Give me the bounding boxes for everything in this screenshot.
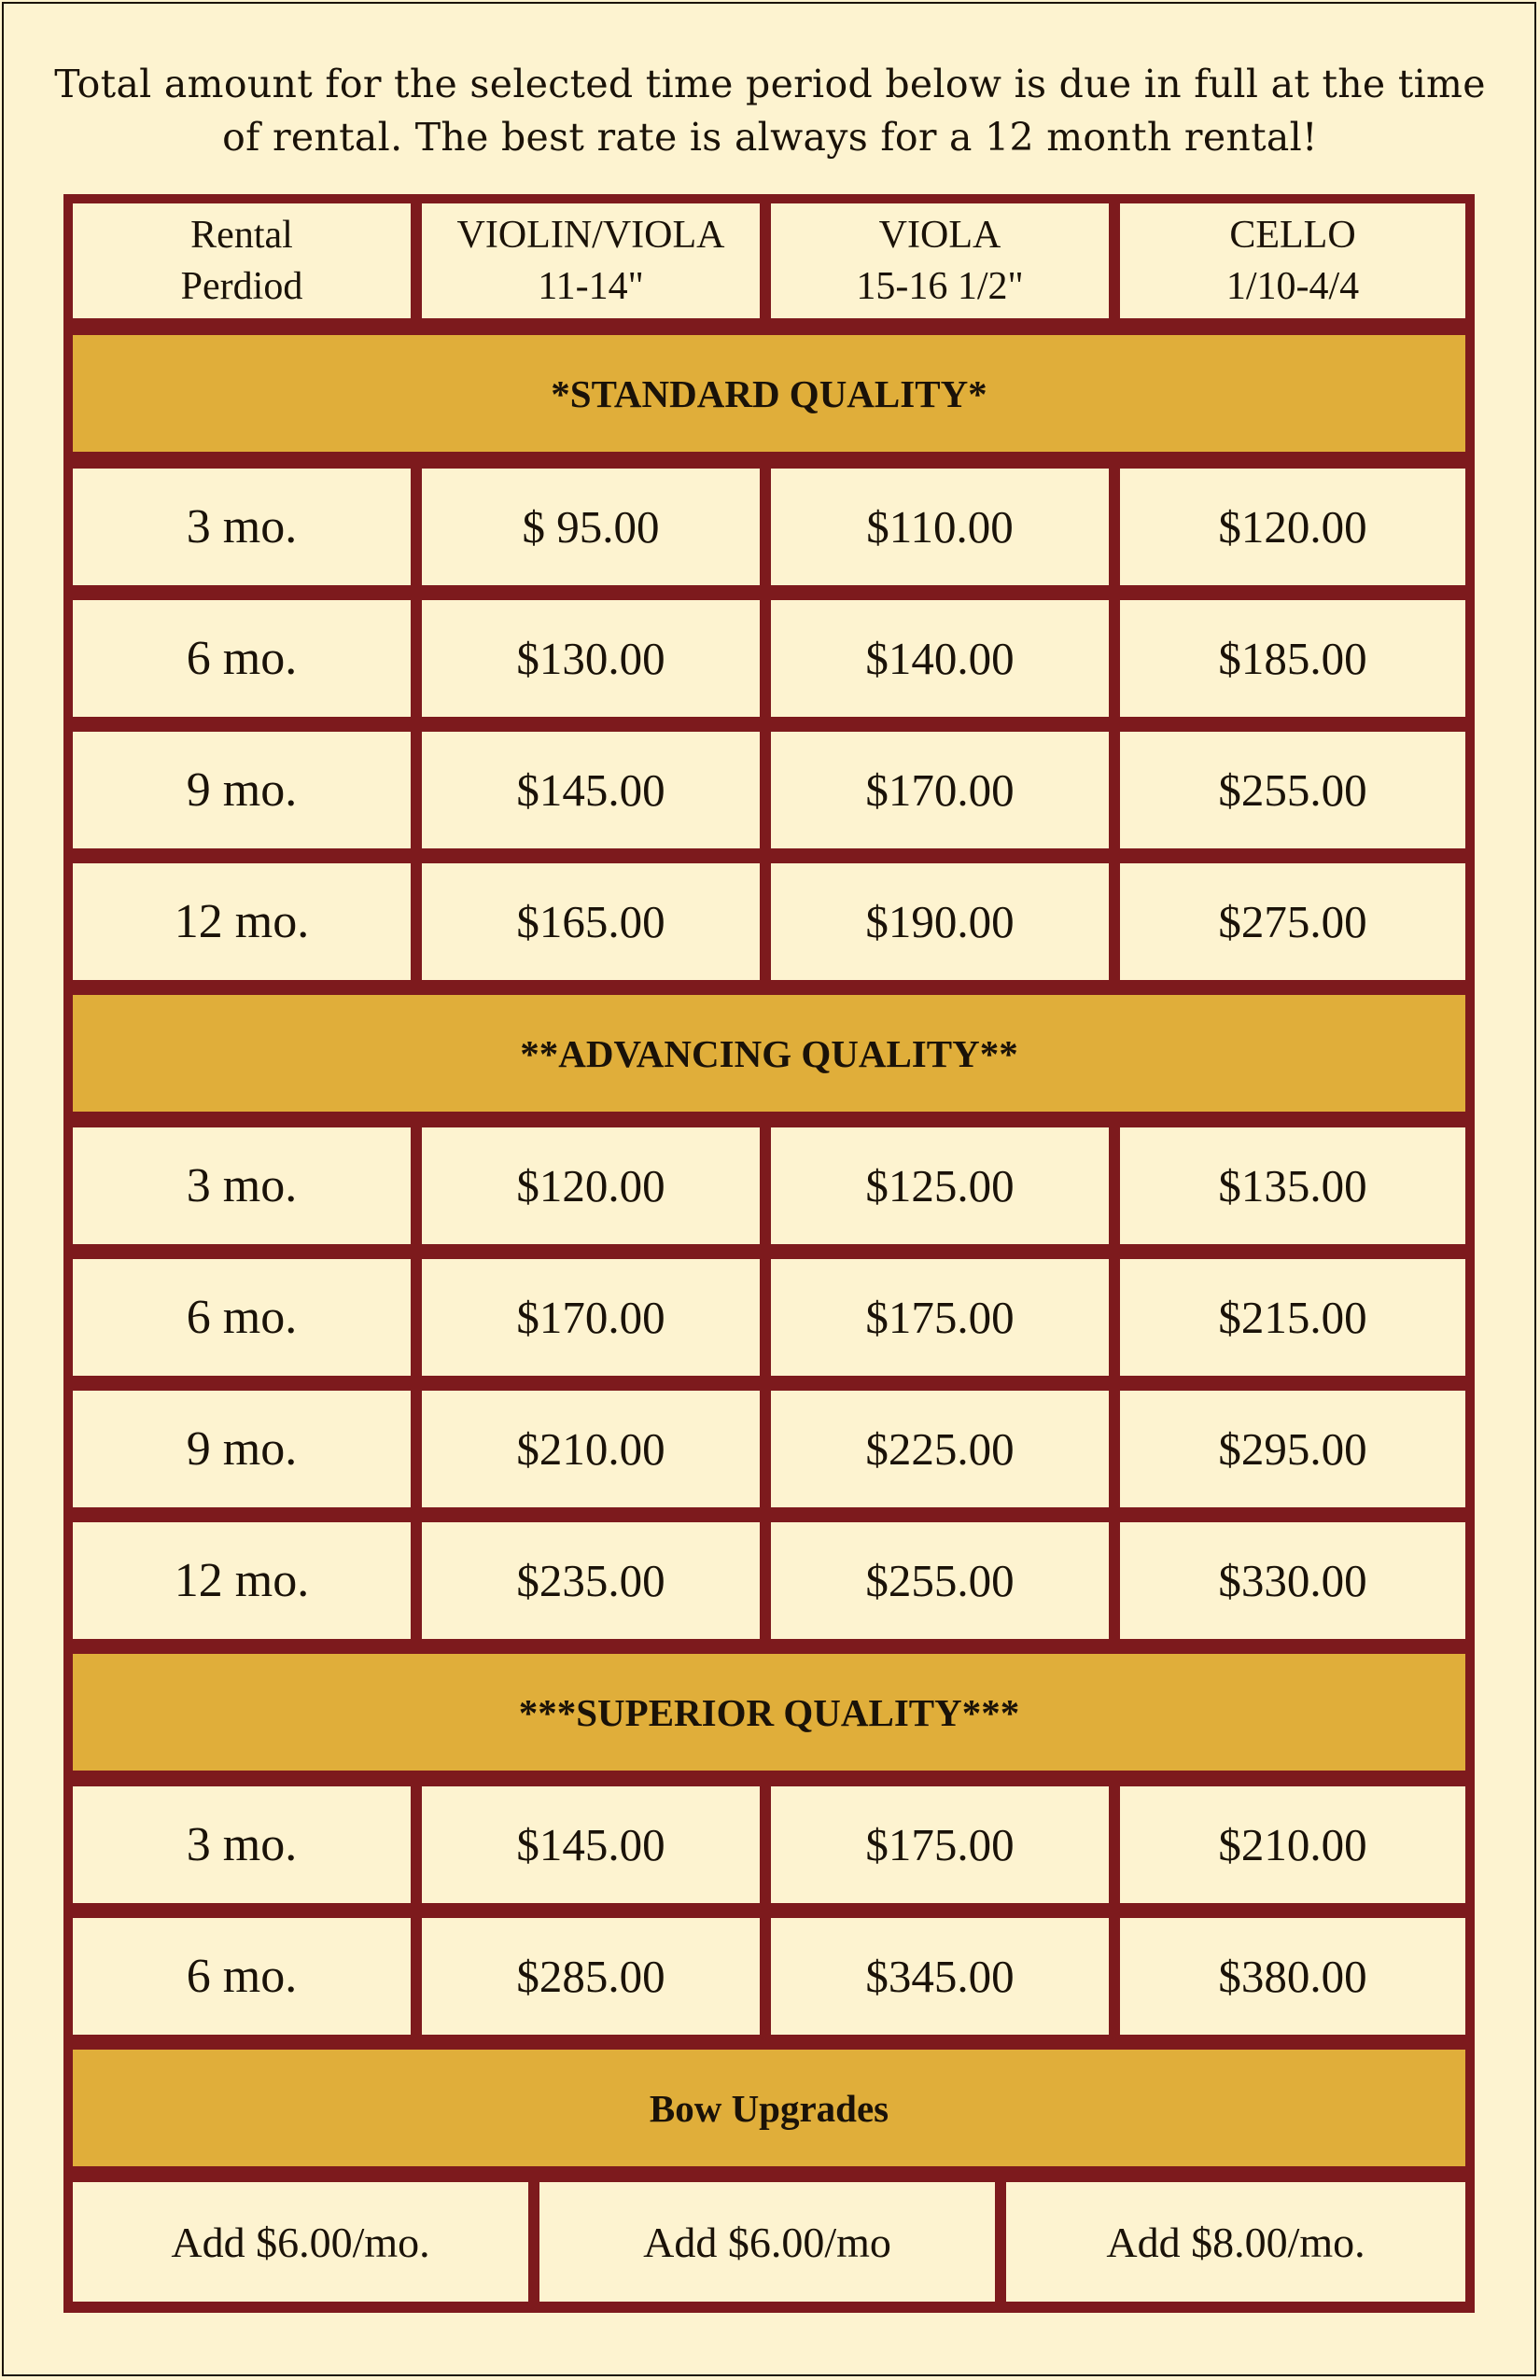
header-viola — [771, 203, 1109, 318]
header-violin-viola — [422, 203, 760, 318]
section-standard-quality: *STANDARD QUALITY* — [73, 335, 1465, 452]
period-cell: 9 mo. — [73, 732, 411, 848]
period-cell: 12 mo. — [73, 1522, 411, 1639]
price-cell: $330.00 — [1120, 1522, 1465, 1639]
price-cell: $120.00 — [1120, 469, 1465, 585]
price-cell: $ 95.00 — [422, 469, 760, 585]
section-superior-quality: ***SUPERIOR QUALITY*** — [73, 1654, 1465, 1771]
header-violin-viola-line2: 11-14" — [538, 264, 644, 308]
price-cell: $140.00 — [771, 600, 1109, 717]
bow-upgrade-cell: Add $6.00/mo. — [73, 2182, 528, 2302]
period-cell: 6 mo. — [73, 1259, 411, 1376]
period-cell: 6 mo. — [73, 600, 411, 717]
price-cell: $235.00 — [422, 1522, 760, 1639]
price-cell: $255.00 — [771, 1522, 1109, 1639]
header-violin-viola-line1: VIOLIN/VIOLA — [456, 213, 725, 257]
header-viola-line1: VIOLA — [878, 213, 1001, 257]
price-cell: $255.00 — [1120, 732, 1465, 848]
price-cell: $225.00 — [771, 1391, 1109, 1507]
header-cello-line1: CELLO — [1229, 213, 1356, 257]
section-advancing-quality: **ADVANCING QUALITY** — [73, 995, 1465, 1112]
header-rental-period — [73, 203, 411, 318]
period-cell: 3 mo. — [73, 1786, 411, 1903]
price-cell: $380.00 — [1120, 1918, 1465, 2035]
period-cell: 6 mo. — [73, 1918, 411, 2035]
price-cell: $125.00 — [771, 1127, 1109, 1244]
header-rental-period-line2: Perdiod — [180, 264, 303, 308]
intro-text: Total amount for the selected time period below is due in full at the time of rental. The best rate is always for a 12 month rental! — [54, 62, 1486, 160]
price-cell: $175.00 — [771, 1786, 1109, 1903]
period-cell: 3 mo. — [73, 1127, 411, 1244]
period-cell: 3 mo. — [73, 469, 411, 585]
price-cell: $285.00 — [422, 1918, 760, 2035]
bow-upgrade-cell: Add $6.00/mo — [539, 2182, 995, 2302]
price-cell: $110.00 — [771, 469, 1109, 585]
period-cell: 12 mo. — [73, 863, 411, 980]
price-cell: $170.00 — [422, 1259, 760, 1376]
price-cell: $275.00 — [1120, 863, 1465, 980]
price-cell: $190.00 — [771, 863, 1109, 980]
header-cello — [1120, 203, 1465, 318]
price-cell: $185.00 — [1120, 600, 1465, 717]
rental-rate-table — [63, 194, 1475, 2313]
price-cell: $165.00 — [422, 863, 760, 980]
price-cell: $345.00 — [771, 1918, 1109, 2035]
price-cell: $210.00 — [422, 1391, 760, 1507]
price-cell: $170.00 — [771, 732, 1109, 848]
price-cell: $135.00 — [1120, 1127, 1465, 1244]
price-cell: $145.00 — [422, 1786, 760, 1903]
section-bow-upgrades: Bow Upgrades — [73, 2050, 1465, 2166]
price-cell: $130.00 — [422, 600, 760, 717]
header-rental-period-line1: Rental — [190, 213, 293, 257]
header-viola-line2: 15-16 1/2" — [856, 264, 1024, 308]
price-cell: $120.00 — [422, 1127, 760, 1244]
header-cello-line2: 1/10-4/4 — [1225, 264, 1360, 308]
price-cell: $295.00 — [1120, 1391, 1465, 1507]
price-cell: $145.00 — [422, 732, 760, 848]
price-cell: $210.00 — [1120, 1786, 1465, 1903]
price-cell: $175.00 — [771, 1259, 1109, 1376]
price-cell: $215.00 — [1120, 1259, 1465, 1376]
bow-upgrade-cell: Add $8.00/mo. — [1006, 2182, 1465, 2302]
period-cell: 9 mo. — [73, 1391, 411, 1507]
